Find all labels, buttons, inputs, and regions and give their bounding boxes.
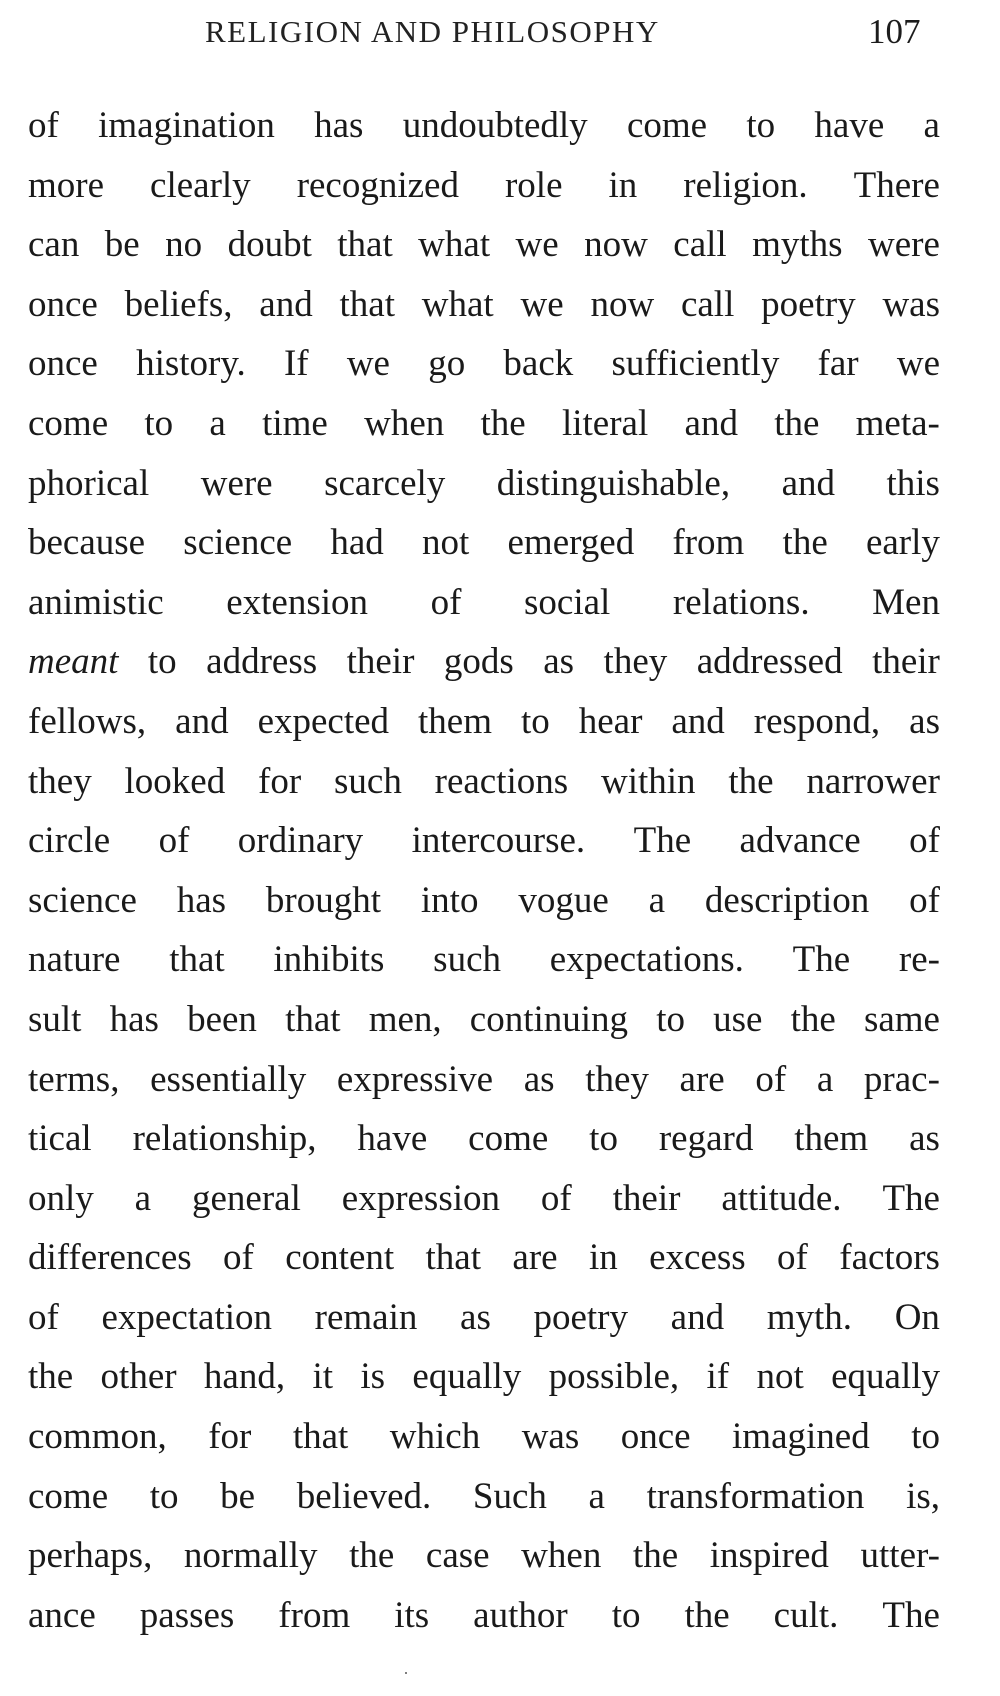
word: to [589,1118,618,1160]
word: have [357,1118,428,1160]
word: time [262,402,328,444]
word: science [28,879,137,921]
word: prac- [863,1058,940,1100]
word: a [816,1058,834,1100]
word: attitude. [721,1177,842,1219]
word: addressed [696,641,843,683]
text-line [28,215,940,275]
word: distinguishable, [496,462,731,504]
word: not [756,1356,804,1398]
text-line [28,156,940,216]
word: they [603,641,668,683]
text-line [28,454,940,514]
word: within [601,760,696,802]
word: There [853,164,940,206]
word: looked [124,760,226,802]
word: of [158,820,190,862]
word: fellows, [28,700,147,742]
word: can [28,224,80,266]
word: them [418,700,492,742]
word: equally [831,1356,940,1398]
word: were [200,462,273,504]
word: poetry [533,1296,629,1338]
text-line [28,930,940,990]
text-line [28,1586,940,1646]
word: men, [368,998,442,1040]
word: excess [649,1237,746,1279]
word: utter- [860,1535,940,1577]
word: for [258,760,302,802]
word: is, [906,1475,940,1517]
word: far [817,343,859,385]
word: the [774,402,820,444]
word: circle [28,820,111,862]
word: clearly [150,164,251,206]
word: come [626,105,708,146]
word: were [867,224,940,266]
word: we [520,283,564,325]
text-line [28,1467,940,1527]
word: for [208,1416,252,1458]
word: a [134,1177,152,1219]
word: they [28,760,92,802]
word: believed. [296,1475,432,1517]
word: of [909,879,940,921]
word: a [648,879,666,921]
word: imagined [732,1416,870,1458]
word: phorical [28,462,150,504]
word: and [781,462,835,504]
word: once [28,343,98,385]
word: to [911,1416,940,1458]
word: perhaps, [28,1535,153,1577]
word: The [882,1594,940,1636]
word: content [285,1237,395,1279]
word: which [389,1416,481,1458]
word: because [28,522,146,564]
word: relations. [672,581,810,623]
word: to [147,641,177,683]
word: as [460,1296,491,1338]
word: into [420,879,479,921]
word: be [220,1475,256,1517]
word: history. [136,343,246,385]
word: passes [139,1594,235,1636]
word: been [187,998,257,1040]
word: of [755,1058,787,1100]
word: come [28,402,109,444]
word: sufficiently [611,343,780,385]
text-line [28,632,940,692]
word: to [144,402,174,444]
word: role [504,164,563,206]
word: the [349,1535,395,1577]
word: they [585,1058,649,1100]
word: regard [658,1118,754,1160]
word: to [656,998,685,1040]
word: expectation [101,1296,272,1338]
word: imagination [98,105,275,146]
word: more [28,164,105,206]
text-line [28,1526,940,1586]
text-line [28,990,940,1050]
word: author [473,1594,568,1636]
text-line [28,1169,940,1229]
word: and [259,283,313,325]
word: ance [28,1594,96,1636]
word: other [100,1356,177,1398]
word: when [364,402,445,444]
word: social [524,581,611,623]
word: same [863,998,940,1040]
word: inspired [709,1535,829,1577]
word: myth. [766,1296,853,1338]
word: from [278,1594,351,1636]
word: the [684,1594,730,1636]
word: its [394,1594,430,1636]
text-line [28,1109,940,1169]
word: factors [839,1237,940,1279]
word: hand, [203,1356,286,1398]
word: have [814,105,885,146]
word: is [360,1356,386,1398]
word: hear [578,700,643,742]
word: from [672,522,745,564]
word: their [872,641,940,683]
word: as [909,1118,940,1160]
word: continuing [469,998,629,1040]
word: extension [226,581,369,623]
word: and [175,700,229,742]
text-line [28,394,940,454]
word: The [633,820,692,862]
word: are [512,1237,558,1279]
word: call [680,283,735,325]
word: relationship, [132,1118,317,1160]
text-line [28,692,940,752]
word: vogue [518,879,609,921]
word: we [346,343,390,385]
word: advance [739,820,861,862]
word: common, [28,1416,167,1458]
word: as [523,1058,555,1100]
word: poetry [761,283,856,325]
paper-speck [405,1672,407,1674]
word: case [425,1535,490,1577]
body-text [28,96,940,1645]
word: to [746,105,776,146]
word: come [468,1118,549,1160]
word: gods [443,641,514,683]
word: has [314,105,364,146]
word: to [611,1594,641,1636]
word: and [671,700,725,742]
word: had [330,522,384,564]
word: the [632,1535,679,1577]
word: of [223,1237,254,1279]
word: when [521,1535,602,1577]
word: not [422,522,470,564]
word: sult [28,998,82,1040]
word: in [608,164,638,206]
word: science [183,522,293,564]
word: was [882,283,940,325]
text-line [28,1050,940,1110]
word: brought [265,879,382,921]
word: Such [472,1475,547,1517]
word: it [312,1356,334,1398]
word: expression [341,1177,501,1219]
word: the [790,998,836,1040]
word: nature [28,939,121,981]
word: as [909,700,940,742]
word: as [543,641,575,683]
word: if [706,1356,730,1398]
word: On [894,1296,940,1338]
word: religion. [683,164,808,206]
text-line [28,1288,940,1348]
word: we [515,224,559,266]
word: of [28,1296,59,1338]
word: essentially [150,1058,307,1100]
text-line [28,1228,940,1288]
word: be [104,224,140,266]
word: inhibits [273,939,385,981]
word: re- [898,939,940,981]
word: that [285,998,341,1040]
word: of [777,1237,808,1279]
word: to [520,700,550,742]
page-number: 107 [868,12,921,51]
word: doubt [227,224,312,266]
word: scarcely [324,462,446,504]
word: no [165,224,203,266]
word: in [588,1237,618,1279]
word: the [480,402,526,444]
word: call [673,224,727,266]
word: remain [314,1296,418,1338]
word: reactions [434,760,569,802]
word: this [886,462,940,504]
word: once [28,283,98,325]
word: The [882,1177,940,1219]
word: was [521,1416,580,1458]
word: go [428,343,466,385]
text-line [28,96,940,156]
word: that [169,939,225,981]
word: back [503,343,574,385]
word: intercourse. [411,820,586,862]
emphasized-word: meant [28,641,119,683]
word: recognized [296,164,459,206]
word: early [865,522,940,564]
word: of [909,820,940,862]
word: Men [872,581,940,623]
running-title: RELIGION AND PHILOSOPHY [205,14,660,49]
word: expected [257,700,390,742]
running-head [0,14,1000,64]
word: address [206,641,318,683]
word: what [421,283,494,325]
word: a [923,105,940,146]
text-line [28,334,940,394]
word: respond, [753,700,881,742]
word: that [339,283,395,325]
word: them [794,1118,869,1160]
word: literal [561,402,649,444]
word: the [28,1356,74,1398]
word: such [433,939,501,981]
word: a [209,402,226,444]
text-line [28,811,940,871]
text-line [28,275,940,335]
word: that [337,224,393,266]
word: such [334,760,402,802]
word: transformation [646,1475,865,1517]
word: animistic [28,581,164,623]
word: The [792,939,851,981]
word: and [684,402,738,444]
word: are [679,1058,725,1100]
word: of [28,105,59,146]
word: now [590,283,655,325]
word: differences [28,1237,192,1279]
word: If [283,343,309,385]
word: to [149,1475,179,1517]
word: that [425,1237,482,1279]
word: their [346,641,415,683]
word: expectations. [549,939,744,981]
word: emerged [507,522,635,564]
word: has [109,998,159,1040]
text-line [28,513,940,573]
word: that [292,1416,349,1458]
word: tical [28,1118,92,1160]
word: what [418,224,491,266]
word: a [588,1475,605,1517]
word: narrower [806,760,940,802]
word: ordinary [237,820,364,862]
word: the [782,522,828,564]
word: meta- [855,402,940,444]
word: we [896,343,940,385]
text-line [28,752,940,812]
word: terms, [28,1058,120,1100]
word: cult. [773,1594,839,1636]
word: only [28,1177,94,1219]
word: general [192,1177,301,1219]
word: beliefs, [124,283,233,325]
word: come [28,1475,109,1517]
word: myths [752,224,843,266]
text-line [28,871,940,931]
word: and [670,1296,725,1338]
word: of [430,581,462,623]
word: possible, [548,1356,680,1398]
text-line [28,1407,940,1467]
word: of [540,1177,572,1219]
word: the [728,760,774,802]
word: equally [412,1356,522,1398]
text-line [28,573,940,633]
text-line [28,1347,940,1407]
word: normally [183,1535,318,1577]
word: description [704,879,870,921]
word: expressive [336,1058,494,1100]
word: has [176,879,227,921]
word: use [713,998,763,1040]
word: now [584,224,648,266]
word: once [620,1416,691,1458]
word: their [612,1177,681,1219]
word: undoubtedly [402,105,588,146]
